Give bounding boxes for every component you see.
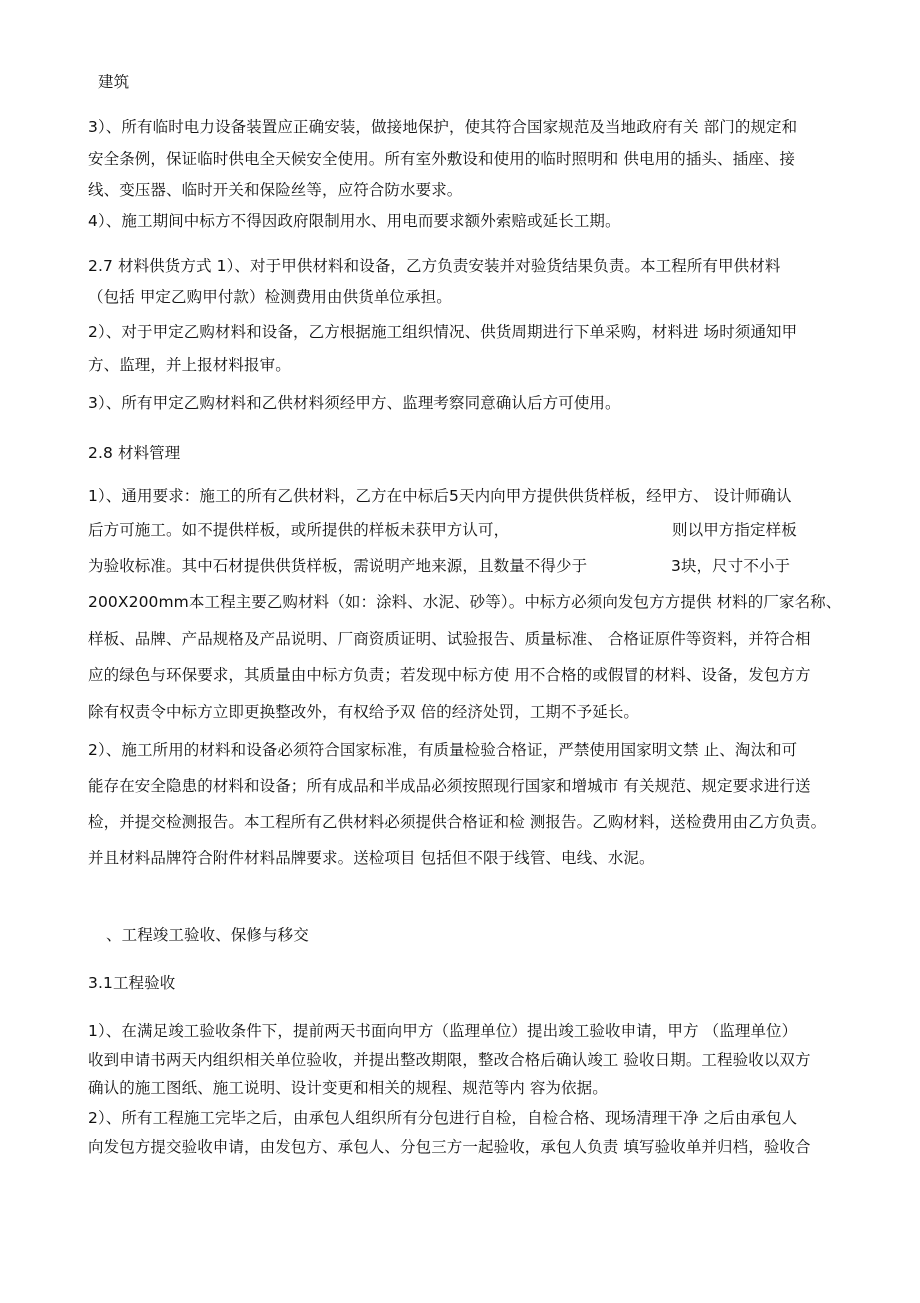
- text-line: 2）、对于甲定乙购材料和设备，乙方根据施工组织情况、供货周期进行下单采购，材料进 场时须通知甲: [88, 323, 798, 341]
- text-line: [88, 556, 848, 576]
- section-heading-3: 、工程竣工验收、保修与移交: [106, 926, 309, 944]
- text-segment: 3块，尺寸不小于: [671, 557, 791, 575]
- text-line: 3）、所有甲定乙购材料和乙供材料须经甲方、监理考察同意确认后方可使用。: [88, 394, 621, 412]
- text-line: 方、监理，并上报材料报审。: [88, 356, 291, 374]
- text-line: 2）、施工所用的材料和设备必须符合国家标准，有质量检验合格证，严禁使用国家明文禁 止、淘汰和可: [88, 741, 798, 759]
- text-line: 能存在安全隐患的材料和设备；所有成品和半成品必须按照现行国家和增城市 有关规范、规定要求进行送: [88, 777, 811, 795]
- text-segment: 后方可施工。如不提供样板，或所提供的样板未获甲方认可，: [88, 521, 510, 539]
- text-line: 并且材料品牌符合附件材料品牌要求。送检项目 包括但不限于线管、电线、水泥。: [88, 849, 655, 867]
- text-line: 4）、施工期间中标方不得因政府限制用水、用电而要求额外索赔或延长工期。: [88, 212, 621, 230]
- text-line: [88, 520, 848, 540]
- text-line: 安全条例，保证临时供电全天候安全使用。所有室外敷设和使用的临时照明和 供电用的插头、插座、接: [88, 150, 796, 168]
- text-line: 样板、品牌、产品规格及产品说明、厂商资质证明、试验报告、质量标准、 合格证原件等资料，并符合相: [88, 630, 811, 648]
- text-line: 收到申请书两天内组织相关单位验收，并提出整改期限，整改合格后确认竣工 验收日期。工程验收以双方: [88, 1051, 811, 1069]
- section-heading-2-7: 2.7 材料供货方式 1）、对于甲供材料和设备，乙方负责安装并对验货结果负责。本工程所有甲供材料: [88, 257, 781, 275]
- text-line: （包括 甲定乙购甲付款）检测费用由供货单位承担。: [88, 288, 452, 306]
- text-line: 1）、在满足竣工验收条件下，提前两天书面向甲方（监理单位）提出竣工验收申请，甲方 （监理单位）: [88, 1022, 798, 1040]
- text-line: 建筑: [98, 73, 130, 91]
- text-line: 向发包方提交验收申请，由发包方、承包人、分包三方一起验收，承包人负责 填写验收单并归档，验收合: [88, 1138, 811, 1156]
- text-line: 除有权责令中标方立即更换整改外，有权给予双 倍的经济处罚，工期不予延长。: [88, 703, 640, 721]
- section-heading-2-8: 2.8 材料管理: [88, 444, 181, 462]
- text-segment: 则以甲方指定样板: [672, 521, 797, 539]
- text-line: 线、变压器、临时开关和保险丝等，应符合防水要求。: [88, 181, 463, 199]
- text-line: 应的绿色与环保要求，其质量由中标方负责；若发现中标方使 用不合格的或假冒的材料、设备，发包方方: [88, 666, 811, 684]
- text-line: 2）、所有工程施工完毕之后，由承包人组织所有分包进行自检，自检合格、现场清理干净 之后由承包人: [88, 1109, 798, 1127]
- section-heading-3-1: 3.1工程验收: [88, 974, 176, 992]
- text-segment: 为验收标准。其中石材提供供货样板，需说明产地来源，且数量不得少于: [88, 557, 588, 575]
- text-line: 200X200mm本工程主要乙购材料（如：涂料、水泥、砂等）。中标方必须向发包方方提供 材料的厂家名称、: [88, 593, 842, 611]
- text-line: 确认的施工图纸、施工说明、设计变更和相关的规程、规范等内 容为依据。: [88, 1079, 608, 1097]
- text-line: 3）、所有临时电力设备装置应正确安装，做接地保护，使其符合国家规范及当地政府有关 部门的规定和: [88, 118, 798, 136]
- text-line: 检，并提交检测报告。本工程所有乙供材料必须提供合格证和检 测报告。乙购材料，送检费用由乙方负责。: [88, 813, 827, 831]
- text-line: 1）、通用要求：施工的所有乙供材料，乙方在中标后5天内向甲方提供供货样板，经甲方、 设计师确认: [88, 487, 792, 505]
